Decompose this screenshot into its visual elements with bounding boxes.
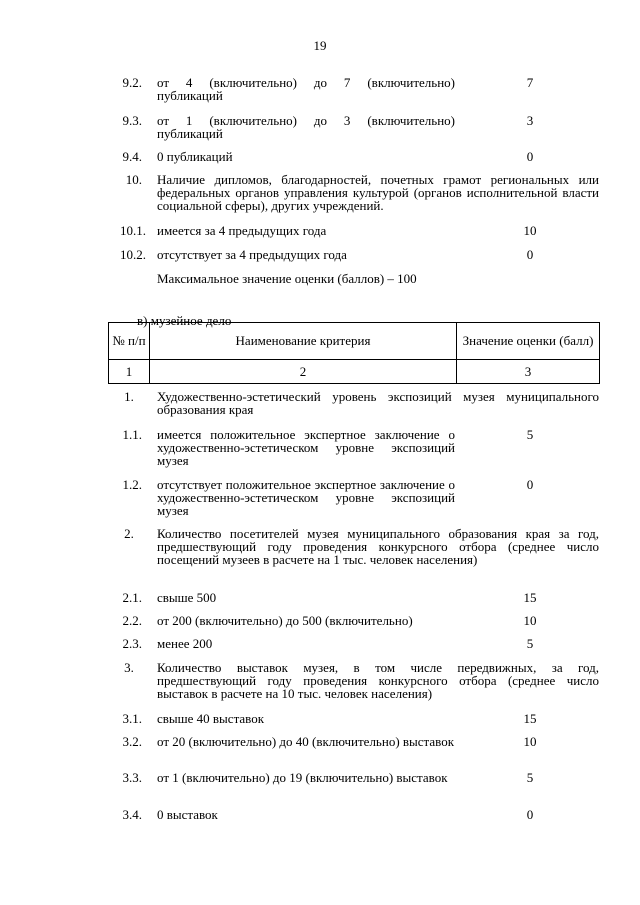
criterion-score: 0: [526, 477, 534, 492]
criterion-number: 1.: [124, 389, 134, 404]
page-number: 19: [313, 38, 327, 53]
criterion-number: 1.1.: [122, 427, 142, 442]
criterion-score: 10: [523, 223, 537, 238]
criterion-text: отсутствует за 4 предыдущих года: [157, 247, 347, 262]
criterion-number: 3.3.: [122, 770, 142, 785]
criterion-text: свыше 40 выставок: [157, 711, 265, 726]
criterion-score: 15: [523, 590, 537, 605]
criterion-text: свыше 500: [157, 590, 217, 605]
criterion-score: 5: [526, 770, 534, 785]
header-number-col: № п/п: [109, 323, 150, 360]
criterion-score: 15: [523, 711, 537, 726]
criterion-number: 1.2.: [122, 477, 142, 492]
header-index-1: 1: [109, 360, 150, 384]
criterion-number: 9.4.: [122, 149, 142, 164]
criterion-text: Количество выставок музея, в том числе передвижных, за год, предшествующий году проведения конкурсного отбора (среднее число выставок в расчете на 10 тыс. человек населения): [157, 660, 599, 701]
header-criterion-col: Наименование критерия: [150, 323, 457, 360]
criterion-number: 2.: [124, 526, 134, 541]
criterion-text: 0 публикаций: [157, 149, 233, 164]
criterion-number: 10.: [125, 172, 142, 187]
header-score-col: Значение оценки (балл): [457, 323, 600, 360]
criterion-text: от 20 (включительно) до 40 (включительно) выставок: [157, 734, 455, 749]
criterion-score: 3: [526, 113, 534, 128]
criterion-text: Наличие дипломов, благодарностей, почетных грамот региональных или федеральных органов управления культурой (органов исполнительной власти социальной сферы), других учреждений.: [157, 172, 599, 213]
criterion-text: 0 выставок: [157, 807, 218, 822]
criterion-text: от 4 (включительно) до 7 (включительно) публикаций: [157, 75, 455, 103]
criterion-text: от 1 (включительно) до 19 (включительно) выставок: [157, 770, 448, 785]
criterion-text: от 1 (включительно) до 3 (включительно) публикаций: [157, 113, 455, 141]
criterion-text: отсутствует положительное экспертное заключение о художественно-эстетическом уровне экспозиций музея: [157, 477, 455, 518]
criterion-number: 2.2.: [122, 613, 142, 628]
criterion-number: 3.2.: [122, 734, 142, 749]
criterion-score: 10: [523, 613, 537, 628]
criterion-number: 3.4.: [122, 807, 142, 822]
criterion-text: имеется за 4 предыдущих года: [157, 223, 327, 238]
max-score-text: Максимальное значение оценки (баллов) – 100: [157, 271, 417, 286]
criteria-table-header: [108, 322, 600, 384]
criterion-number: 10.1.: [120, 223, 146, 238]
criterion-number: 9.3.: [122, 113, 142, 128]
criterion-number: 3.1.: [122, 711, 142, 726]
criterion-text: Количество посетителей музея муниципального образования края за год, предшествующий году проведения конкурсного отбора (среднее число посещений музеев в расчете на 1 тыс. человек населения): [157, 526, 599, 567]
criterion-number: 2.1.: [122, 590, 142, 605]
criterion-score: 5: [526, 636, 534, 651]
criterion-text: имеется положительное экспертное заключение о художественно-эстетическом уровне экспозиций музея: [157, 427, 455, 468]
criterion-score: 10: [523, 734, 537, 749]
section-title: в) музейное дело: [137, 313, 232, 328]
criterion-text: менее 200: [157, 636, 213, 651]
criterion-text: от 200 (включительно) до 500 (включительно): [157, 613, 413, 628]
criterion-number: 2.3.: [122, 636, 142, 651]
criterion-score: 0: [526, 807, 534, 822]
criterion-score: 7: [526, 75, 534, 90]
criterion-score: 0: [526, 149, 534, 164]
criterion-score: 5: [526, 427, 534, 442]
criterion-score: 0: [526, 247, 534, 262]
criterion-number: 9.2.: [122, 75, 142, 90]
criterion-number: 3.: [124, 660, 134, 675]
criterion-number: 10.2.: [120, 247, 146, 262]
criterion-text: Художественно-эстетический уровень экспозиций музея муниципального образования края: [157, 389, 599, 417]
header-index-2: 2: [150, 360, 457, 384]
header-index-3: 3: [457, 360, 600, 384]
